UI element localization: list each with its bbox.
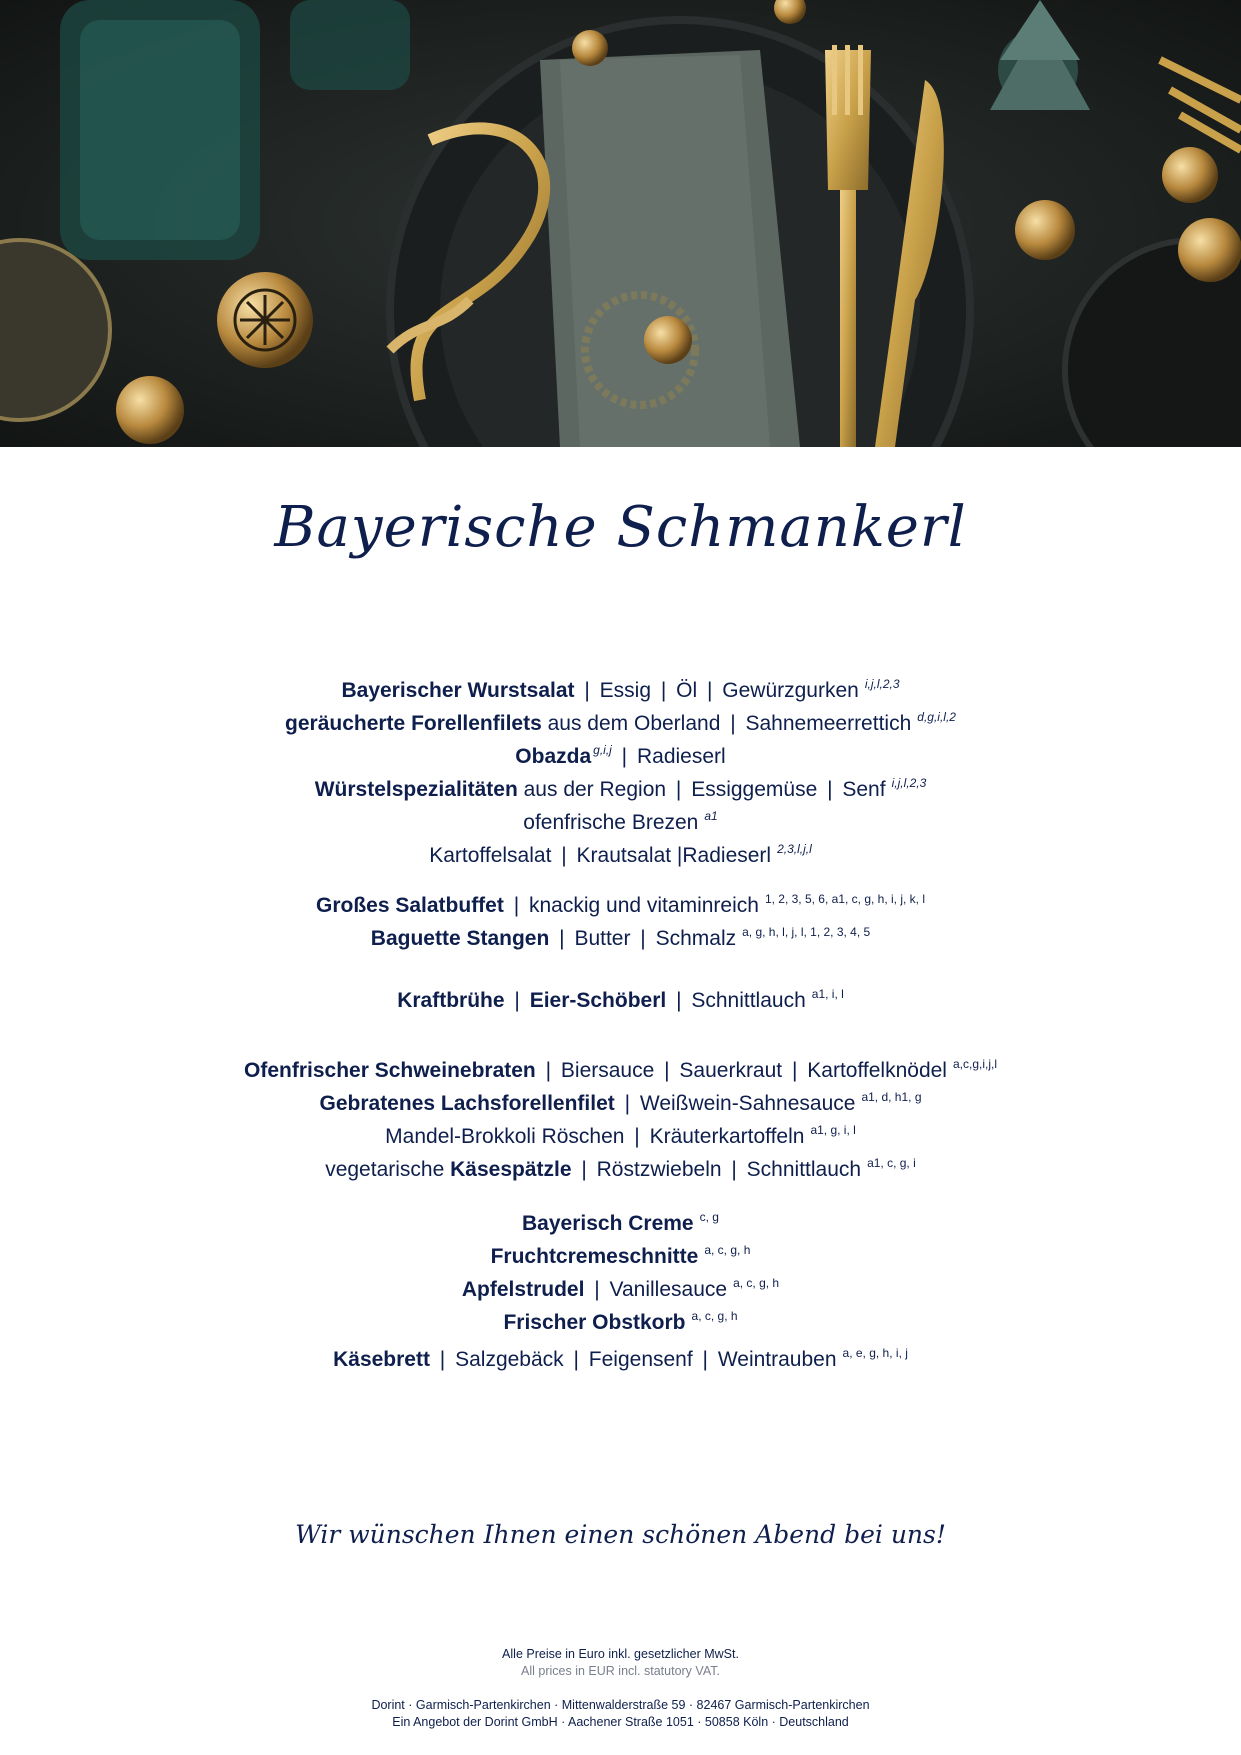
separator: | (588, 1278, 606, 1301)
allergen-codes: 2,3,l,j,l (777, 842, 812, 856)
menu-item (0, 704, 1241, 737)
menu-item (0, 1051, 1241, 1084)
dish-detail: Essig (599, 679, 652, 702)
separator: | (539, 1059, 557, 1082)
allergen-codes: a, e, g, h, i, j (842, 1346, 908, 1360)
separator: | (696, 1348, 714, 1371)
dish-detail: Biersauce (560, 1059, 655, 1082)
separator: | (615, 745, 633, 768)
separator: | (433, 1348, 452, 1371)
separator: | (670, 989, 688, 1012)
dish-detail: vegetarische (325, 1158, 451, 1181)
dish-detail: Sauerkraut (679, 1059, 783, 1082)
menu-item (0, 836, 1241, 869)
menu-item (0, 1270, 1241, 1303)
allergen-codes: i,j,l,2,3 (864, 677, 900, 691)
dish-detail: Schnittlauch (746, 1158, 862, 1181)
dish-name: Baguette Stangen (370, 927, 550, 950)
dish-detail: ofenfrische Brezen (523, 811, 699, 834)
dish-detail: Röstzwiebeln (596, 1158, 722, 1181)
dish-detail: Senf (842, 778, 886, 801)
address-line-2: Ein Angebot der Dorint GmbH · Aachener Straße 1051 · 50858 Köln · Deutschland (392, 1715, 849, 1729)
dish-detail: Öl (676, 679, 698, 702)
dish-detail: |Radieserl (671, 844, 772, 867)
separator: | (725, 1158, 743, 1181)
separator: | (821, 778, 839, 801)
separator: | (578, 679, 596, 702)
dish-name: Eier-Schöberl (529, 989, 667, 1012)
price-note-de: Alle Preise in Euro inkl. gesetzlicher MwSt. (502, 1647, 739, 1661)
dish-detail: aus der Region (517, 778, 667, 801)
menu-item (0, 770, 1241, 803)
table-setting-illustration (0, 0, 1241, 447)
separator: | (507, 894, 525, 917)
dish-detail: Schmalz (655, 927, 737, 950)
allergen-codes: i,j,l,2,3 (891, 776, 927, 790)
menu-item (0, 1117, 1241, 1150)
dish-detail: knackig und vitaminreich (528, 894, 759, 917)
allergen-codes: d,g,i,l,2 (917, 710, 956, 724)
address-block (0, 1697, 1241, 1731)
dish-detail: Gewürzgurken (722, 679, 859, 702)
allergen-codes: g,i,j (593, 743, 612, 757)
menu-item (0, 1204, 1241, 1237)
dish-detail: Kartoffelsalat (429, 844, 552, 867)
separator: | (628, 1125, 646, 1148)
dish-name: Großes Salatbuffet (315, 894, 504, 917)
address-line-1: Dorint · Garmisch-Partenkirchen · Mittenwalderstraße 59 · 82467 Garmisch-Partenkirchen (371, 1698, 870, 1712)
dish-name: Käsebrett (333, 1348, 430, 1371)
menu-item (0, 1237, 1241, 1270)
dish-name: Ofenfrischer Schweinebraten (244, 1059, 536, 1082)
dish-detail: Essiggemüse (691, 778, 818, 801)
dish-detail: Vanillesauce (609, 1278, 728, 1301)
allergen-codes: a1, d, h1, g (861, 1090, 922, 1104)
price-note (0, 1646, 1241, 1680)
menu-group (0, 886, 1241, 952)
separator: | (724, 712, 742, 735)
dish-name: Käsespätzle (450, 1158, 572, 1181)
allergen-codes: a1, c, g, i (867, 1156, 916, 1170)
allergen-codes: c, g (699, 1210, 719, 1224)
menu-item (0, 886, 1241, 919)
separator: | (555, 844, 573, 867)
dish-name: Apfelstrudel (461, 1278, 585, 1301)
menu-item (0, 803, 1241, 836)
separator: | (508, 989, 526, 1012)
menu-item (0, 1340, 1241, 1373)
dish-name: geräucherte Forellenfilets (285, 712, 542, 735)
dish-detail: aus dem Oberland (541, 712, 721, 735)
dish-name: Bayerisch Creme (522, 1212, 694, 1235)
separator: | (670, 778, 688, 801)
dish-detail: Krautsalat (576, 844, 672, 867)
allergen-codes: a1, g, i, l (810, 1123, 856, 1137)
dish-name: Obazda (515, 745, 592, 768)
menu-item (0, 1303, 1241, 1336)
hero-photo (0, 0, 1241, 447)
separator: | (786, 1059, 804, 1082)
menu-item (0, 981, 1241, 1014)
dish-detail: Weißwein-Sahnesauce (639, 1092, 856, 1115)
separator: | (567, 1348, 585, 1371)
menu-group (0, 981, 1241, 1014)
separator: | (655, 679, 673, 702)
separator: | (634, 927, 652, 950)
dish-detail: Kartoffelknödel (807, 1059, 947, 1082)
dish-name: Fruchtcremeschnitte (490, 1245, 699, 1268)
menu-item (0, 1150, 1241, 1183)
menu-group (0, 1204, 1241, 1336)
dish-detail: Butter (574, 927, 631, 950)
dish-name: Frischer Obstkorb (503, 1311, 686, 1334)
dish-detail: Weintrauben (717, 1348, 837, 1371)
farewell-message: Wir wünschen Ihnen einen schönen Abend bei uns! (295, 1520, 946, 1549)
separator: | (618, 1092, 636, 1115)
dish-name: Würstelspezialitäten (314, 778, 518, 801)
separator: | (701, 679, 719, 702)
dish-detail: Sahnemeerrettich (745, 712, 912, 735)
dish-name: Kraftbrühe (397, 989, 505, 1012)
menu-item (0, 671, 1241, 704)
allergen-codes: a1, i, l (811, 987, 844, 1001)
separator: | (658, 1059, 676, 1082)
menu-title: Bayerische Schmankerl (274, 495, 967, 560)
dish-name: Gebratenes Lachsforellenfilet (319, 1092, 615, 1115)
menu-item (0, 1084, 1241, 1117)
allergen-codes: a1 (704, 809, 718, 823)
dish-name: Bayerischer Wurstsalat (341, 679, 575, 702)
menu-item (0, 737, 1241, 770)
separator: | (553, 927, 571, 950)
dish-detail: Salzgebäck (455, 1348, 564, 1371)
dish-detail: Feigensenf (588, 1348, 693, 1371)
menu-group (0, 1051, 1241, 1183)
allergen-codes: a,c,g,i,j,l (952, 1057, 997, 1071)
price-note-en: All prices in EUR incl. statutory VAT. (521, 1664, 720, 1678)
allergen-codes: a, c, g, h (691, 1309, 738, 1323)
menu-group (0, 1340, 1241, 1373)
separator: | (575, 1158, 593, 1181)
dish-detail: Radieserl (636, 745, 726, 768)
menu-group (0, 671, 1241, 869)
dish-detail: Schnittlauch (691, 989, 806, 1012)
allergen-codes: a, g, h, l, j, l, 1, 2, 3, 4, 5 (742, 925, 871, 939)
allergen-codes: a, c, g, h (704, 1243, 751, 1257)
allergen-codes: a, c, g, h (733, 1276, 780, 1290)
dish-detail: Kräuterkartoffeln (649, 1125, 805, 1148)
dish-detail: Mandel-Brokkoli Röschen (385, 1125, 625, 1148)
menu-item (0, 919, 1241, 952)
allergen-codes: 1, 2, 3, 5, 6, a1, c, g, h, i, j, k, l (764, 892, 926, 906)
